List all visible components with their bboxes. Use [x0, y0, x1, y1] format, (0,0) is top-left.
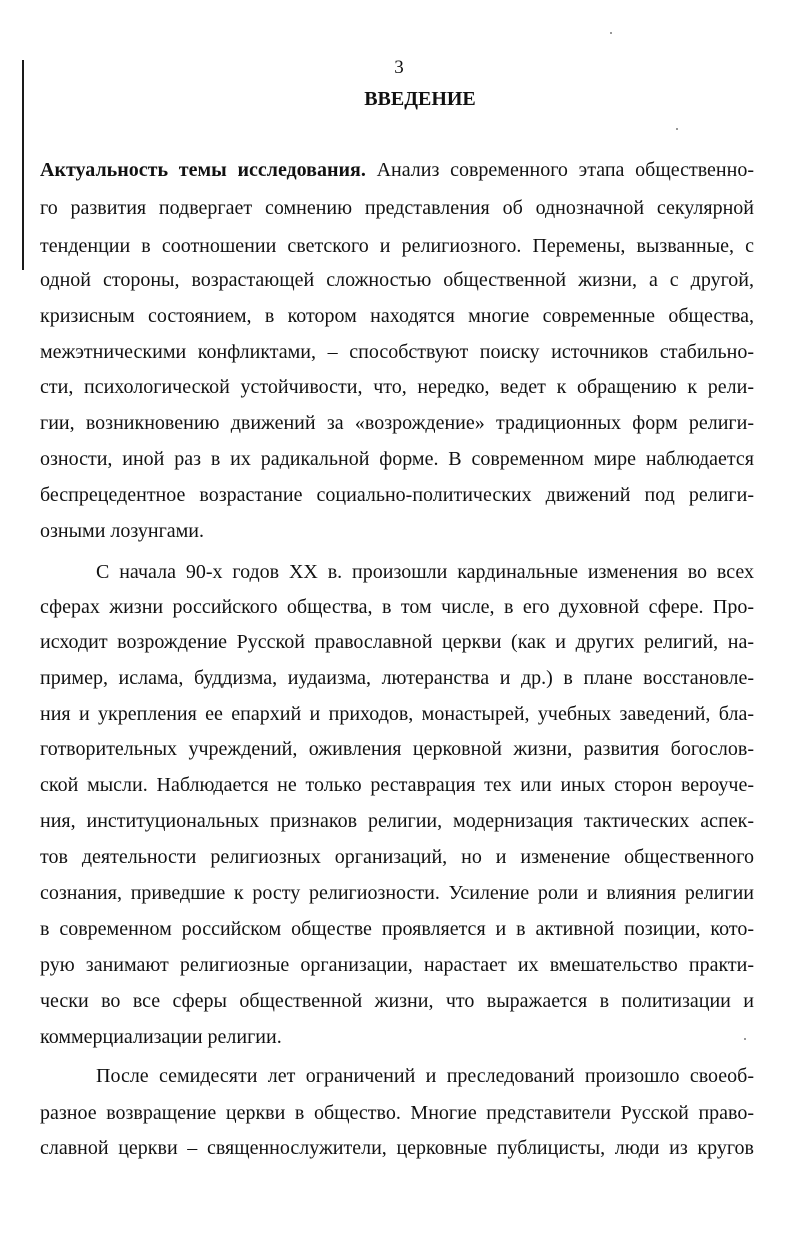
page-title: ВВЕДЕНИЕ — [364, 88, 476, 110]
paragraph-line: гии, возникновению движений за «возрождение» традиционных форм религи- — [40, 412, 754, 434]
scan-speck — [610, 32, 612, 34]
paragraph-line — [40, 158, 754, 182]
paragraph-line: разное возвращение церкви в общество. Многие представители Русской право- — [40, 1102, 754, 1124]
paragraph-line: чески во все сферы общественной жизни, что выражается в политизации и — [40, 990, 754, 1012]
paragraph-line: ния, институциональных признаков религии, модернизация тактических аспек- — [40, 810, 754, 832]
paragraph-line: коммерциализации религии. — [40, 1026, 282, 1048]
paragraph-line: рую занимают религиозные организации, нарастает их вмешательство практи- — [40, 954, 754, 976]
paragraph-line: исходит возрождение Русской православной церкви (как и других религий, на- — [40, 631, 754, 653]
paragraph-lead: Актуальность темы исследования. — [40, 159, 366, 181]
paragraph-line: тенденции в соотношении светского и религиозного. Перемены, вызванные, с — [40, 235, 754, 257]
paragraph-line: го развития подвергает сомнению представления об однозначной секулярной — [40, 197, 754, 219]
scan-speck — [676, 128, 678, 130]
paragraph-line: сознания, приведшие к росту религиозности. Усиление роли и влияния религии — [40, 882, 754, 904]
paragraph-line: славной церкви – священнослужители, церковные публицисты, люди из кругов — [40, 1137, 754, 1159]
paragraph-line: ской мысли. Наблюдается не только реставрация тех или иных сторон вероуче- — [40, 774, 754, 796]
paragraph-line: кризисным состоянием, в котором находятся многие современные общества, — [40, 305, 754, 327]
paragraph-line: озности, иной раз в их радикальной форме. В современном мире наблюдается — [40, 448, 754, 470]
paragraph-line: После семидесяти лет ограничений и преследований произошло своеоб- — [96, 1065, 754, 1087]
paragraph-line: межэтническими конфликтами, – способствуют поиску источников стабильно- — [40, 341, 754, 363]
paragraph-line: тов деятельности религиозных организаций, но и изменение общественного — [40, 846, 754, 868]
paragraph-line: ния и укрепления ее епархий и приходов, монастырей, учебных заведений, бла- — [40, 703, 754, 725]
paragraph-line: в современном российском обществе проявляется и в активной позиции, кото- — [40, 918, 754, 940]
paragraph-line: С начала 90-х годов XX в. произошли кардинальные изменения во всех — [96, 561, 754, 583]
paragraph-line: озными лозунгами. — [40, 520, 205, 542]
page-number: 3 — [394, 57, 404, 78]
paragraph-line: сферах жизни российского общества, в том числе, в его духовной сфере. Про- — [40, 596, 754, 618]
paragraph-line: готворительных учреждений, оживления церковной жизни, развития богослов- — [40, 738, 754, 760]
paragraph-text: Анализ современного этапа общественно- — [365, 159, 754, 181]
paragraph-line: одной стороны, возрастающей сложностью общественной жизни, а с другой, — [40, 269, 754, 291]
paragraph-line: пример, ислама, буддизма, иудаизма, лютеранства и др.) в плане восстановле- — [40, 667, 754, 689]
paragraph-line: беспрецедентное возрастание социально-политических движений под религи- — [40, 484, 754, 506]
paragraph-line: сти, психологической устойчивости, что, нередко, ведет к обращению к рели- — [40, 376, 754, 398]
